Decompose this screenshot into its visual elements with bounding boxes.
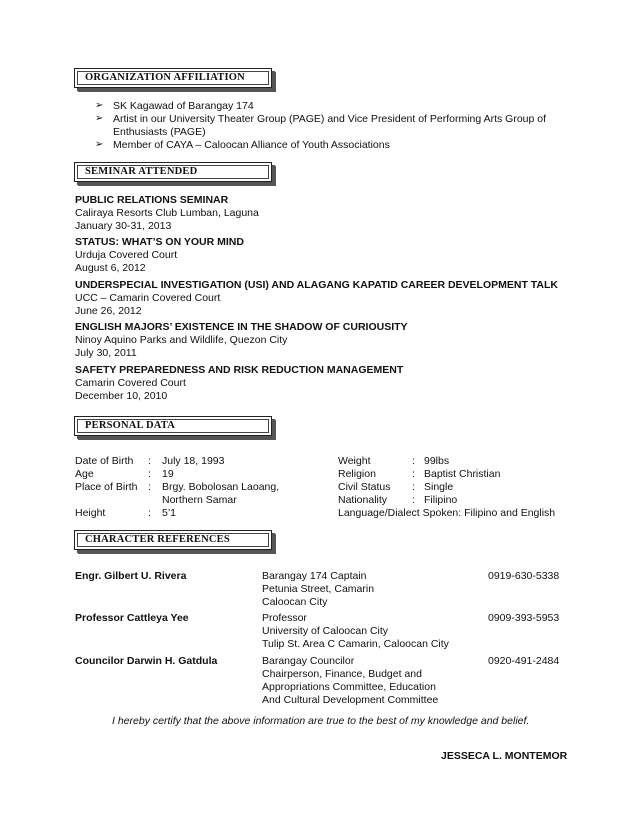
reference-detail: Petunia Street, Camarin — [262, 583, 375, 595]
colon-separator: : — [412, 494, 415, 506]
arrow-bullet-icon: ➢ — [95, 113, 104, 124]
personal-label: Nationality — [338, 494, 388, 506]
seminar-place: Urduja Covered Court — [75, 249, 178, 261]
reference-name: Councilor Darwin H. Gatdula — [75, 655, 218, 667]
language-spoken: Language/Dialect Spoken: Filipino and English — [338, 507, 556, 519]
seminar-place: UCC – Camarin Covered Court — [75, 292, 221, 304]
seminar-title: ENGLISH MAJORS’ EXISTENCE IN THE SHADOW OF CURIOUSITY — [75, 321, 408, 333]
seminar-place: Caliraya Resorts Club Lumban, Laguna — [75, 207, 259, 219]
colon-separator: : — [148, 481, 151, 493]
personal-value: 19 — [162, 468, 174, 480]
reference-detail: Caloocan City — [262, 596, 328, 608]
reference-detail: And Cultural Development Committee — [262, 694, 439, 706]
personal-value: 99lbs — [424, 455, 450, 467]
reference-detail: Appropriations Committee, Education — [262, 681, 436, 693]
colon-separator: : — [148, 455, 151, 467]
colon-separator: : — [412, 468, 415, 480]
seminar-header-box — [74, 162, 272, 182]
reference-phone: 0920-491-2484 — [488, 655, 560, 667]
reference-detail: Chairperson, Finance, Budget and — [262, 668, 422, 680]
seminar-date: July 30, 2011 — [75, 347, 137, 359]
seminar-header: SEMINAR ATTENDED — [85, 166, 198, 177]
references-header: CHARACTER REFERENCES — [85, 534, 230, 545]
organization-header-box — [74, 68, 272, 88]
personal-label: Place of Birth — [75, 481, 138, 493]
seminar-place: Ninoy Aquino Parks and Wildlife, Quezon City — [75, 334, 288, 346]
colon-separator: : — [148, 507, 151, 519]
seminar-title: STATUS: WHAT’S ON YOUR MIND — [75, 236, 244, 248]
seminar-title: SAFETY PREPAREDNESS AND RISK REDUCTION MANAGEMENT — [75, 364, 404, 376]
reference-detail: University of Caloocan City — [262, 625, 389, 637]
signature-name: JESSECA L. MONTEMOR — [441, 750, 568, 762]
arrow-bullet-icon: ➢ — [95, 139, 104, 150]
personal-label: Weight — [338, 455, 371, 467]
reference-detail: Barangay Councilor — [262, 655, 355, 667]
personal-label: Age — [75, 468, 94, 480]
personal-label: Height — [75, 507, 106, 519]
personal-value-continuation: Northern Samar — [162, 494, 237, 506]
personal-label: Religion — [338, 468, 376, 480]
personal-value: Brgy. Bobolosan Laoang, — [162, 481, 280, 493]
list-item: SK Kagawad of Barangay 174 — [113, 100, 254, 112]
personal-label: Civil Status — [338, 481, 391, 493]
reference-phone: 0919-630-5338 — [488, 570, 560, 582]
certification-statement: I hereby certify that the above information are true to the best of my knowledge and belief. — [112, 715, 530, 727]
colon-separator: : — [412, 481, 415, 493]
seminar-date: January 30-31, 2013 — [75, 220, 172, 232]
personal-value: July 18, 1993 — [162, 455, 225, 467]
seminar-title: PUBLIC RELATIONS SEMINAR — [75, 194, 229, 206]
colon-separator: : — [148, 468, 151, 480]
seminar-date: December 10, 2010 — [75, 390, 168, 402]
references-header-box — [74, 530, 272, 550]
personal-value: 5’1 — [162, 507, 177, 519]
seminar-title: UNDERSPECIAL INVESTIGATION (USI) AND ALAGANG KAPATID CAREER DEVELOPMENT TALK — [75, 279, 559, 291]
seminar-date: June 26, 2012 — [75, 305, 142, 317]
list-item: Artist in our University Theater Group (PAGE) and Vice President of Performing Arts Group of — [113, 113, 547, 125]
personal-value: Filipino — [424, 494, 458, 506]
colon-separator: : — [412, 455, 415, 467]
seminar-place: Camarin Covered Court — [75, 377, 186, 389]
personal-value: Baptist Christian — [424, 468, 501, 480]
reference-detail: Barangay 174 Captain — [262, 570, 367, 582]
seminar-date: August 6, 2012 — [75, 262, 146, 274]
organization-header: ORGANIZATION AFFILIATION — [85, 72, 245, 83]
reference-detail: Professor — [262, 612, 307, 624]
list-item-continuation: Enthusiasts (PAGE) — [113, 126, 206, 138]
reference-detail: Tulip St. Area C Camarin, Caloocan City — [262, 638, 449, 650]
list-item: Member of CAYA – Caloocan Alliance of Youth Associations — [113, 139, 390, 151]
arrow-bullet-icon: ➢ — [95, 100, 104, 111]
personal-label: Date of Birth — [75, 455, 134, 467]
reference-phone: 0909-393-5953 — [488, 612, 560, 624]
personal-value: Single — [424, 481, 454, 493]
personal-header-box — [74, 416, 272, 436]
reference-name: Engr. Gilbert U. Rivera — [75, 570, 187, 582]
personal-header: PERSONAL DATA — [85, 420, 176, 431]
reference-name: Professor Cattleya Yee — [75, 612, 189, 624]
